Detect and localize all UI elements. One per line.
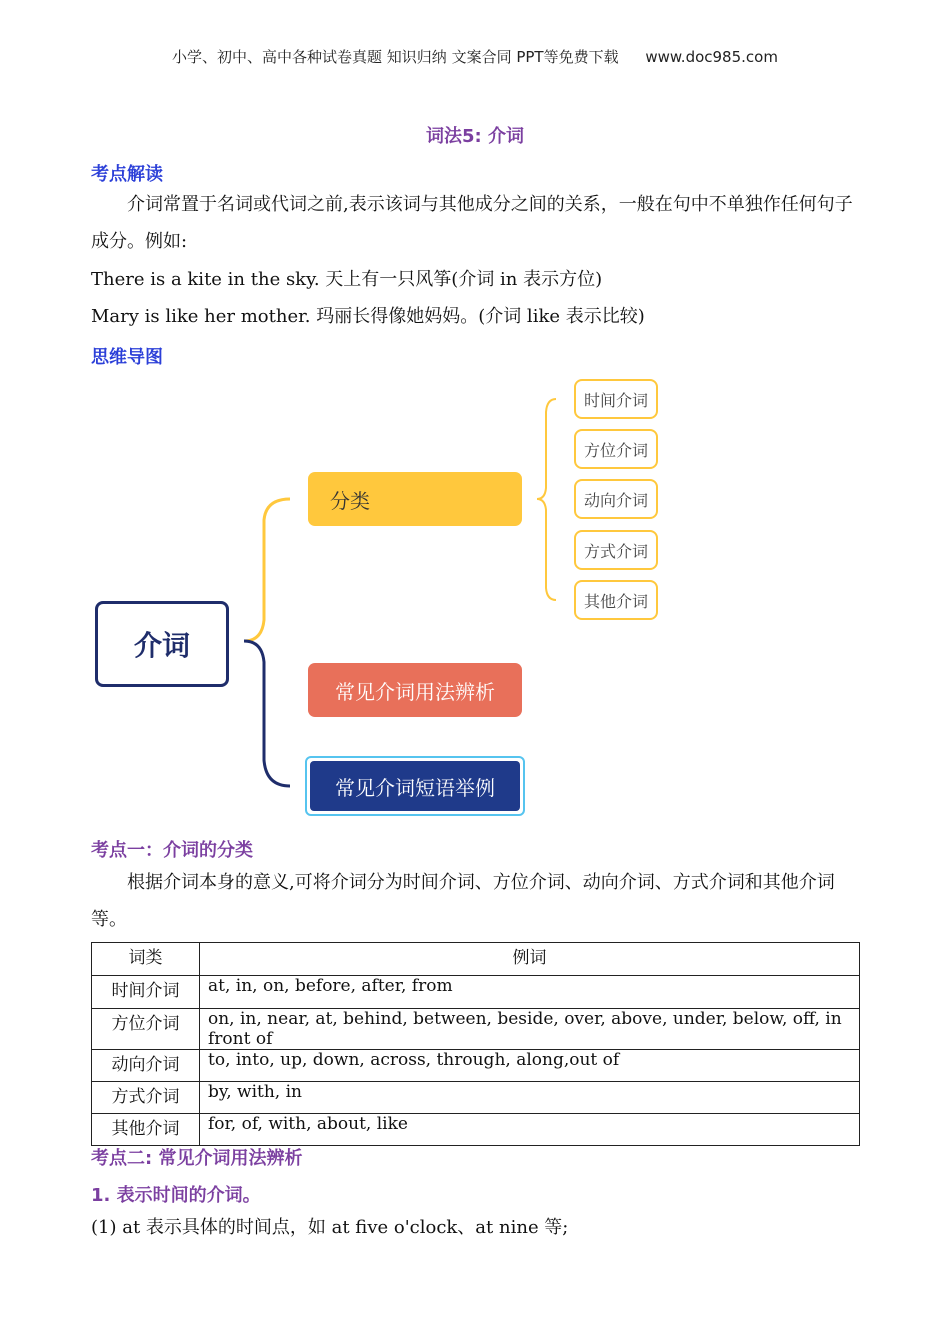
brace-bottom xyxy=(537,499,556,600)
table-header-cell: 词类 xyxy=(92,943,200,976)
table-row xyxy=(92,1114,860,1146)
usage-line-1: (1) at 表示具体的时间点，如 at five o'clock、at nine 等; xyxy=(91,1217,569,1238)
mindmap-leaf-manner: 方式介词 xyxy=(574,530,658,570)
table-cell-category: 动向介词 xyxy=(92,1050,200,1082)
table-cell-category: 方式介词 xyxy=(92,1082,200,1114)
classification-table xyxy=(91,942,860,1146)
section-heading-two: 考点二: 常见介词用法辨析 xyxy=(91,1148,303,1169)
mindmap-leaf-other: 其他介词 xyxy=(574,580,658,620)
header-text: 小学、初中、高中各种试卷真题 知识归纳 文案合同 PPT等免费下载 xyxy=(172,48,619,66)
table-cell-examples: on, in, near, at, behind, between, beside, over, above, under, below, off, in front of xyxy=(200,1009,860,1050)
table-cell-examples: for, of, with, about, like xyxy=(200,1114,860,1146)
example-sentence-2: Mary is like her mother. 玛丽长得像她妈妈。(介词 like 表示比较) xyxy=(91,306,645,327)
mindmap-node-phrases-label: 常见介词短语举例 xyxy=(310,761,520,811)
connector-classification xyxy=(244,499,290,641)
mindmap-leaf-time: 时间介词 xyxy=(574,379,658,419)
mindmap-node-phrases xyxy=(305,756,525,816)
explain-paragraph: 介词常置于名词或代词之前,表示该词与其他成分之间的关系，一般在句中不单独作任何句子成分。例如: xyxy=(91,194,853,252)
mindmap-node-classification: 分类 xyxy=(308,472,522,526)
table-row xyxy=(92,1082,860,1114)
section-one-paragraph: 根据介词本身的意义,可将介词分为时间介词、方位介词、动向介词、方式介词和其他介词等。 xyxy=(91,872,835,930)
table-cell-category: 方位介词 xyxy=(92,1009,200,1050)
table-row xyxy=(92,1009,860,1050)
mindmap-node-usage: 常见介词用法辨析 xyxy=(308,663,522,717)
header-site-link[interactable]: www.doc985.com xyxy=(645,48,778,66)
table-header-row xyxy=(92,943,860,976)
table-cell-examples: by, with, in xyxy=(200,1082,860,1114)
table-cell-examples: at, in, on, before, after, from xyxy=(200,976,860,1009)
table-row xyxy=(92,976,860,1009)
page-title: 词法5: 介词 xyxy=(426,126,524,147)
example-sentence-1: There is a kite in the sky. 天上有一只风筝(介词 in 表示方位) xyxy=(91,269,603,290)
mindmap-root-node: 介词 xyxy=(95,601,229,687)
section-heading-explain: 考点解读 xyxy=(91,164,163,185)
mindmap-leaf-position: 方位介词 xyxy=(574,429,658,469)
connector-phrases xyxy=(244,641,290,786)
table-cell-category: 时间介词 xyxy=(92,976,200,1009)
table-header-cell: 例词 xyxy=(200,943,860,976)
section-heading-one: 考点一：介词的分类 xyxy=(91,840,253,861)
brace-top xyxy=(537,399,556,499)
section-heading-mindmap: 思维导图 xyxy=(91,347,163,368)
table-cell-category: 其他介词 xyxy=(92,1114,200,1146)
table-cell-examples: to, into, up, down, across, through, along,out of xyxy=(200,1050,860,1082)
table-row xyxy=(92,1050,860,1082)
subheading-time-prepositions: 1. 表示时间的介词。 xyxy=(91,1185,261,1206)
mindmap-leaf-direction: 动向介词 xyxy=(574,479,658,519)
